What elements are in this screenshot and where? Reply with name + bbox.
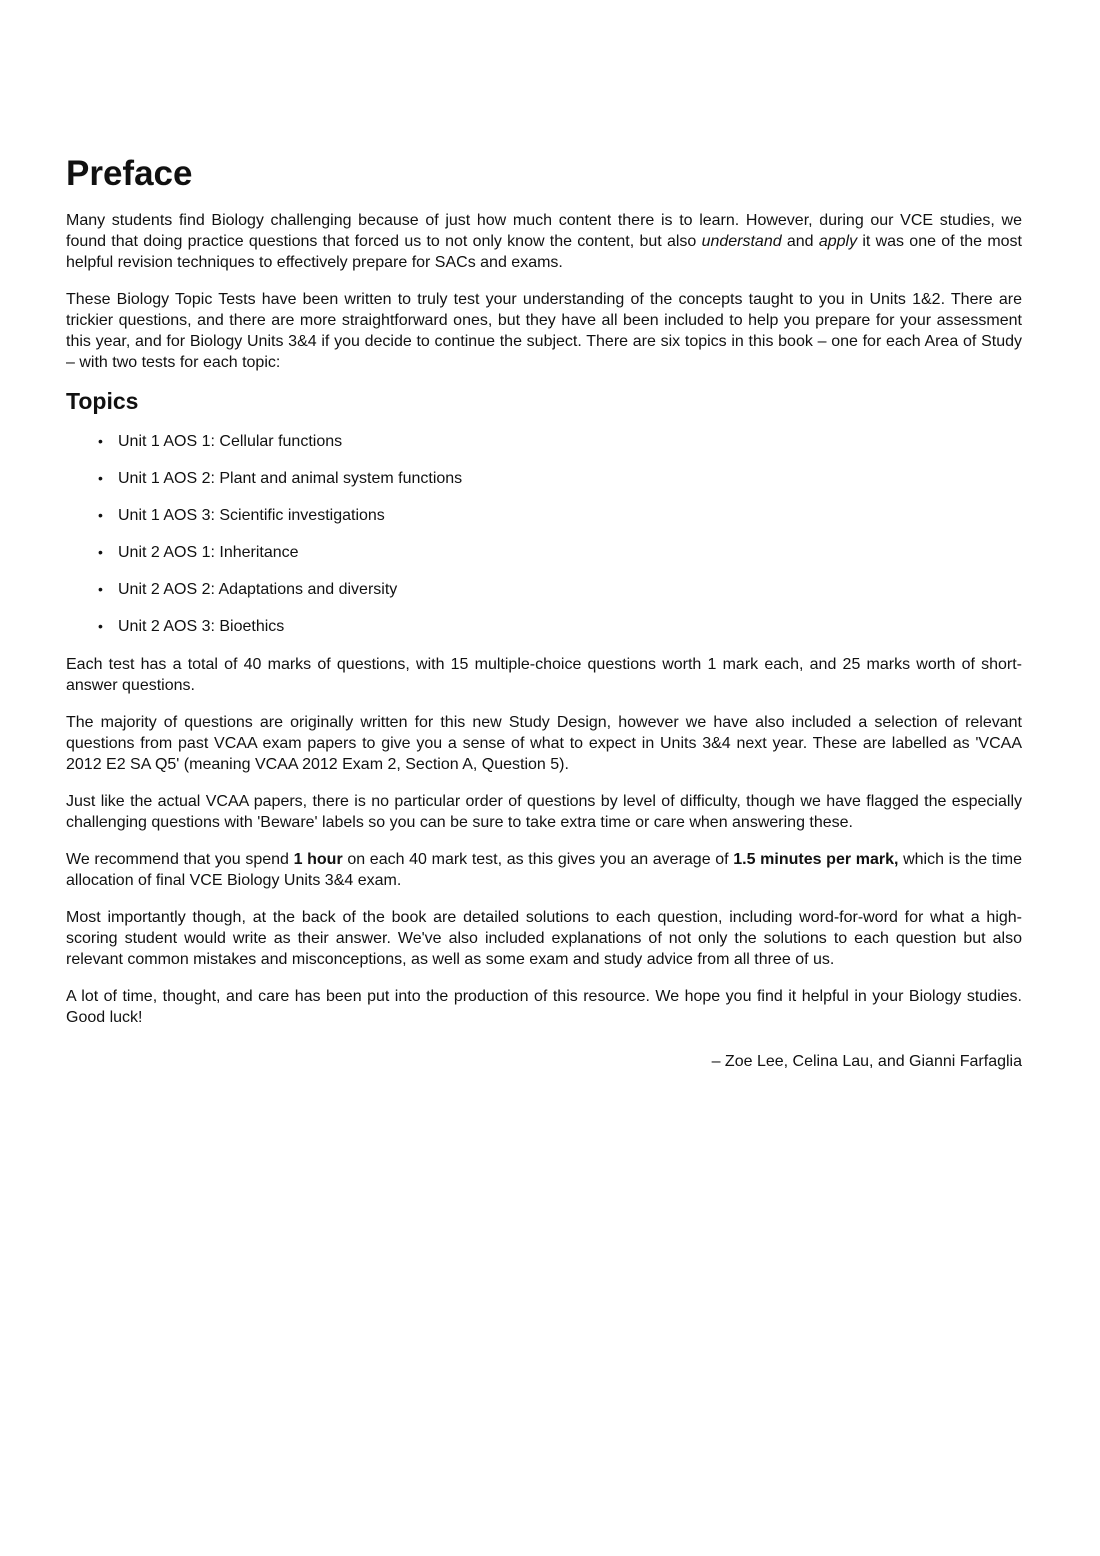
- bullet-icon: •: [98, 507, 103, 523]
- paragraph: [66, 986, 1022, 1028]
- signoff: – Zoe Lee, Celina Lau, and Gianni Farfaglia: [711, 1053, 1022, 1070]
- text-run: which is the time allocation of final VCE Biology Units 3&4 exam.: [66, 851, 1023, 889]
- paragraph: [66, 654, 1022, 696]
- paragraph: [66, 791, 1022, 833]
- paragraph: [66, 907, 1022, 970]
- text-run: it was one of the most helpful revision techniques to effectively prepare for SACs and exams.: [66, 233, 1023, 271]
- topic-label: Unit 2 AOS 1: Inheritance: [118, 544, 299, 561]
- topic-label: Unit 2 AOS 3: Bioethics: [118, 618, 285, 635]
- bullet-icon: •: [98, 470, 103, 486]
- topic-item: [98, 542, 1022, 563]
- text-run: Many students find Biology challenging because of just how much content there is to learn. However, during our VCE studies, we found that doing practice questions that forced us to not only know the content, but also: [66, 212, 1022, 250]
- intro-paragraphs: [66, 210, 1022, 373]
- text-run: apply: [818, 233, 858, 250]
- paragraph: [66, 712, 1022, 775]
- topic-item: [98, 505, 1022, 526]
- body-paragraphs: [66, 654, 1022, 1028]
- topic-label: Unit 1 AOS 3: Scientific investigations: [118, 507, 385, 524]
- text-run: The majority of questions are originally written for this new Study Design, however we have also included a selection of relevant questions from past VCAA exam papers to give you a sense of what to expect in Units 3&4 next year. These are labelled as 'VCAA 2012 E2 SA Q5' (meaning VCAA 2012 Exam 2, Section A, Question 5).: [66, 714, 1022, 773]
- topics-list: [66, 431, 1022, 637]
- text-run: 1 hour: [293, 851, 343, 868]
- text-run: Each test has a total of 40 marks of questions, with 15 multiple-choice questions worth 1 mark each, and 25 marks worth of short-answer questions.: [66, 656, 1022, 694]
- text-run: We recommend that you spend: [66, 851, 294, 868]
- topics-heading: Topics: [66, 388, 139, 414]
- paragraph: [66, 289, 1022, 373]
- bullet-icon: •: [98, 544, 103, 560]
- page-content: [66, 155, 1022, 1072]
- text-run: These Biology Topic Tests have been written to truly test your understanding of the concepts taught to you in Units 1&2. There are trickier questions, and there are more straightforward ones, but they have all been included to help you prepare for your assessment this year, and for Biology Units 3&4 if you decide to continue the subject. There are six topics in this book – one for each Area of Study – with two tests for each topic:: [66, 291, 1022, 371]
- topic-item: [98, 431, 1022, 452]
- topic-label: Unit 1 AOS 2: Plant and animal system functions: [118, 470, 463, 487]
- bullet-icon: •: [98, 618, 103, 634]
- paragraph: [66, 210, 1022, 273]
- paragraph: [66, 849, 1022, 891]
- page-title: Preface: [66, 154, 193, 193]
- text-run: and: [781, 233, 819, 250]
- text-run: 1.5 minutes per mark,: [733, 851, 899, 868]
- text-run: on each 40 mark test, as this gives you an average of: [342, 851, 734, 868]
- topic-label: Unit 1 AOS 1: Cellular functions: [118, 433, 343, 450]
- bullet-icon: •: [98, 433, 103, 449]
- text-run: Just like the actual VCAA papers, there is no particular order of questions by level of difficulty, though we have flagged the especially challenging questions with 'Beware' labels so you can be sure to take extra time or care when answering these.: [66, 793, 1022, 831]
- topic-item: [98, 616, 1022, 637]
- text-run: A lot of time, thought, and care has been put into the production of this resource. We hope you find it helpful in your Biology studies. Good luck!: [66, 988, 1022, 1026]
- bullet-icon: •: [98, 581, 103, 597]
- topic-item: [98, 579, 1022, 600]
- topic-label: Unit 2 AOS 2: Adaptations and diversity: [118, 581, 398, 598]
- text-run: understand: [701, 233, 782, 250]
- text-run: Most importantly though, at the back of the book are detailed solutions to each question, including word-for-word for what a high-scoring student would write as their answer. We've also included explanations of not only the solutions to each question but also relevant common mistakes and misconceptions, as well as some exam and study advice from all three of us.: [66, 909, 1022, 968]
- topic-item: [98, 468, 1022, 489]
